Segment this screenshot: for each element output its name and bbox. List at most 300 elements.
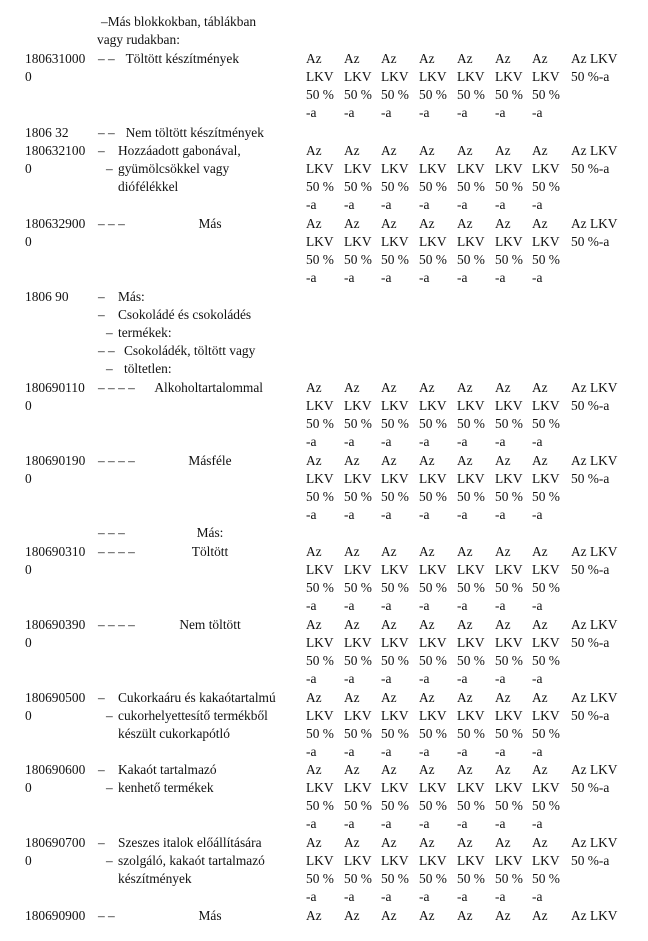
duty-cell: Az [495, 762, 511, 777]
duty-cell: 50 % [306, 87, 334, 103]
duty-cell: -a [344, 434, 355, 450]
duty-cell: -a [457, 598, 468, 614]
tariff-code: 180690700 [25, 835, 86, 850]
duty-cell: LKV [532, 69, 560, 85]
duty-cell: LKV [495, 635, 523, 651]
duty-cell: LKV [344, 398, 372, 414]
duty-cell: Az [419, 453, 435, 468]
tariff-code: 180632100 [25, 143, 86, 158]
tariff-code: 180690310 [25, 544, 86, 559]
tariff-code: 0 [25, 234, 32, 250]
duty-cell: LKV [306, 708, 334, 724]
duty-cell: 50 % [381, 580, 409, 596]
duty-cell: 50 % [495, 653, 523, 669]
goods-description: termékek: [118, 325, 172, 341]
duty-cell: LKV [419, 708, 447, 724]
duty-cell: LKV [419, 635, 447, 651]
duty-cell: -a [457, 816, 468, 832]
duty-cell: Az [419, 51, 435, 66]
duty-cell: Az [381, 544, 397, 559]
duty-cell-last: 50 %-a [571, 853, 610, 869]
duty-cell: Az [381, 453, 397, 468]
goods-description: kenhető termékek [118, 780, 214, 796]
duty-cell: Az [419, 143, 435, 158]
tariff-code: 180690600 [25, 762, 86, 777]
duty-cell: Az [419, 690, 435, 705]
duty-cell: LKV [457, 708, 485, 724]
duty-cell: -a [457, 744, 468, 760]
duty-cell: -a [306, 671, 317, 687]
indent-dashes: – [106, 325, 113, 341]
duty-cell: LKV [495, 398, 523, 414]
tariff-code: 1806 90 [25, 289, 69, 304]
goods-description: diófélékkel [118, 179, 179, 195]
duty-cell: LKV [495, 471, 523, 487]
duty-cell: LKV [532, 398, 560, 414]
duty-cell: LKV [532, 562, 560, 578]
duty-cell: Az [306, 216, 322, 231]
duty-cell: Az [457, 835, 473, 850]
indent-dashes: – [106, 780, 113, 796]
goods-description: töltetlen: [124, 361, 172, 377]
goods-description: Töltött [191, 544, 229, 559]
duty-cell: Az [532, 690, 548, 705]
duty-cell: -a [344, 507, 355, 523]
duty-cell: Az [344, 453, 360, 468]
goods-description: Más [198, 216, 222, 231]
duty-cell: Az [495, 835, 511, 850]
duty-cell: LKV [306, 471, 334, 487]
duty-cell: -a [344, 744, 355, 760]
duty-cell-last: Az LKV [571, 453, 618, 468]
duty-cell: LKV [381, 562, 409, 578]
tariff-code: 0 [25, 853, 32, 869]
duty-cell: LKV [457, 780, 485, 796]
duty-cell: -a [344, 889, 355, 905]
goods-description: Cukorkaáru és kakaótartalmú [118, 690, 276, 705]
duty-cell: Az [495, 544, 511, 559]
duty-cell: 50 % [532, 252, 560, 268]
duty-cell: Az [381, 143, 397, 158]
duty-cell: 50 % [419, 489, 447, 505]
duty-cell: LKV [457, 234, 485, 250]
duty-cell: -a [306, 270, 317, 286]
duty-cell: -a [344, 270, 355, 286]
duty-cell: Az [495, 51, 511, 66]
goods-description: Csokoládék, töltött vagy [124, 343, 256, 358]
duty-cell: 50 % [495, 489, 523, 505]
goods-description: készült cukorkapótló [118, 726, 230, 742]
duty-cell: Az [306, 544, 322, 559]
duty-cell: -a [344, 197, 355, 213]
goods-description: Más: [196, 525, 224, 540]
duty-cell: 50 % [532, 798, 560, 814]
duty-cell: -a [419, 744, 430, 760]
duty-cell: 50 % [495, 798, 523, 814]
duty-cell: -a [532, 507, 543, 523]
duty-cell: LKV [344, 635, 372, 651]
duty-cell: 50 % [532, 580, 560, 596]
duty-cell: Az [344, 690, 360, 705]
duty-cell: 50 % [457, 252, 485, 268]
duty-cell: Az [344, 544, 360, 559]
duty-cell: LKV [532, 471, 560, 487]
duty-cell: Az [495, 908, 511, 923]
duty-cell: -a [419, 105, 430, 121]
tariff-code: 0 [25, 398, 32, 414]
duty-cell: Az [457, 143, 473, 158]
duty-cell: Az [306, 453, 322, 468]
duty-cell-last: Az LKV [571, 835, 618, 850]
duty-cell: Az [457, 51, 473, 66]
duty-cell: 50 % [306, 179, 334, 195]
duty-cell: 50 % [381, 871, 409, 887]
duty-cell: -a [532, 197, 543, 213]
duty-cell: -a [419, 671, 430, 687]
duty-cell: Az [381, 216, 397, 231]
duty-cell: 50 % [306, 653, 334, 669]
duty-cell: Az [532, 544, 548, 559]
duty-cell-last: 50 %-a [571, 69, 610, 85]
indent-dashes: – [98, 762, 105, 777]
duty-cell: LKV [495, 708, 523, 724]
duty-cell: 50 % [381, 179, 409, 195]
duty-cell: -a [532, 434, 543, 450]
duty-cell: LKV [306, 234, 334, 250]
duty-cell: -a [457, 197, 468, 213]
duty-cell: LKV [495, 853, 523, 869]
duty-cell: Az [495, 617, 511, 632]
indent-dashes: – – – – [98, 544, 135, 559]
indent-dashes: – – [98, 343, 115, 358]
duty-cell: -a [495, 105, 506, 121]
duty-cell: Az [419, 380, 435, 395]
duty-cell: LKV [306, 161, 334, 177]
duty-cell: LKV [495, 69, 523, 85]
duty-cell: 50 % [495, 580, 523, 596]
duty-cell: 50 % [457, 580, 485, 596]
duty-cell: 50 % [457, 87, 485, 103]
duty-cell: -a [306, 744, 317, 760]
duty-cell: -a [344, 671, 355, 687]
duty-cell: Az [344, 380, 360, 395]
duty-cell: LKV [457, 562, 485, 578]
duty-cell: 50 % [419, 726, 447, 742]
duty-cell: -a [306, 507, 317, 523]
duty-cell: Az [306, 51, 322, 66]
tariff-code: 0 [25, 161, 32, 177]
duty-cell-last: 50 %-a [571, 708, 610, 724]
duty-cell: 50 % [344, 416, 372, 432]
duty-cell: Az [457, 216, 473, 231]
tariff-code: 0 [25, 780, 32, 796]
duty-cell: LKV [419, 780, 447, 796]
duty-cell: Az [532, 453, 548, 468]
duty-cell: LKV [419, 853, 447, 869]
duty-cell: -a [419, 197, 430, 213]
duty-cell: LKV [532, 853, 560, 869]
duty-cell: 50 % [344, 653, 372, 669]
duty-cell: Az [532, 762, 548, 777]
duty-cell: LKV [457, 161, 485, 177]
duty-cell-last: 50 %-a [571, 780, 610, 796]
duty-cell: LKV [457, 398, 485, 414]
duty-cell: LKV [306, 398, 334, 414]
tariff-code: 180690900 [25, 908, 86, 923]
duty-cell: 50 % [419, 87, 447, 103]
duty-cell: -a [495, 744, 506, 760]
duty-cell: 50 % [381, 87, 409, 103]
duty-cell-last: 50 %-a [571, 562, 610, 578]
duty-cell: -a [306, 197, 317, 213]
duty-cell: Az [306, 762, 322, 777]
duty-cell: 50 % [532, 653, 560, 669]
duty-cell: -a [381, 816, 392, 832]
duty-cell: Az [344, 143, 360, 158]
duty-cell: Az [381, 380, 397, 395]
indent-dashes: – [106, 161, 113, 177]
duty-cell: 50 % [381, 726, 409, 742]
duty-cell: 50 % [532, 726, 560, 742]
duty-cell: 50 % [381, 489, 409, 505]
duty-cell: Az [419, 544, 435, 559]
duty-cell: 50 % [344, 489, 372, 505]
duty-cell: Az [532, 380, 548, 395]
indent-dashes: – – – – [98, 453, 135, 468]
tariff-code: 0 [25, 708, 32, 724]
duty-cell: LKV [344, 471, 372, 487]
tariff-code: 0 [25, 635, 32, 651]
duty-cell: LKV [495, 234, 523, 250]
tariff-code: 180690190 [25, 453, 86, 468]
duty-cell: Az [532, 835, 548, 850]
goods-description: Hozzáadott gabonával, [118, 143, 241, 158]
duty-cell: Az [457, 453, 473, 468]
duty-cell: -a [495, 270, 506, 286]
duty-cell: LKV [381, 398, 409, 414]
duty-cell: Az [495, 453, 511, 468]
duty-cell: -a [306, 889, 317, 905]
duty-cell: -a [457, 507, 468, 523]
duty-cell-last: Az LKV [571, 690, 618, 705]
duty-cell: -a [457, 105, 468, 121]
duty-cell: 50 % [306, 580, 334, 596]
duty-cell: 50 % [457, 871, 485, 887]
duty-cell: -a [381, 434, 392, 450]
goods-description: készítmények [118, 871, 192, 887]
goods-description: Nem töltött [179, 617, 241, 632]
duty-cell: -a [381, 744, 392, 760]
duty-cell: Az [495, 690, 511, 705]
tariff-code: 0 [25, 471, 32, 487]
duty-cell: -a [344, 598, 355, 614]
goods-description: cukorhelyettesítő termékből [118, 708, 268, 724]
tariff-code: 180632900 [25, 216, 86, 231]
duty-cell: LKV [495, 562, 523, 578]
indent-dashes: – [106, 708, 113, 724]
duty-cell: -a [381, 598, 392, 614]
duty-cell: 50 % [306, 416, 334, 432]
duty-cell: LKV [457, 853, 485, 869]
duty-cell: -a [495, 671, 506, 687]
duty-cell: Az [457, 544, 473, 559]
duty-cell: 50 % [532, 416, 560, 432]
duty-cell: -a [457, 270, 468, 286]
duty-cell-last: Az LKV [571, 143, 618, 158]
tariff-code: 1806 32 [25, 125, 69, 140]
duty-cell: Az [306, 690, 322, 705]
duty-cell: 50 % [306, 726, 334, 742]
duty-cell: 50 % [457, 179, 485, 195]
duty-cell: -a [457, 671, 468, 687]
duty-cell: -a [495, 197, 506, 213]
duty-cell: -a [532, 816, 543, 832]
duty-cell: LKV [306, 853, 334, 869]
duty-cell: LKV [419, 398, 447, 414]
duty-cell-last: Az LKV [571, 762, 618, 777]
duty-cell: LKV [419, 562, 447, 578]
duty-cell: Az [344, 762, 360, 777]
goods-description: Másféle [188, 453, 232, 468]
duty-cell: Az [306, 835, 322, 850]
duty-cell: -a [306, 434, 317, 450]
duty-cell: Az [381, 835, 397, 850]
duty-cell: Az [495, 216, 511, 231]
duty-cell: -a [495, 434, 506, 450]
duty-cell: LKV [495, 161, 523, 177]
duty-cell-last: 50 %-a [571, 635, 610, 651]
duty-cell: LKV [306, 635, 334, 651]
duty-cell: -a [381, 889, 392, 905]
duty-cell: -a [532, 598, 543, 614]
goods-description: Más: [118, 289, 145, 304]
duty-cell: -a [344, 105, 355, 121]
duty-cell: LKV [419, 234, 447, 250]
duty-cell: -a [495, 816, 506, 832]
duty-cell: 50 % [344, 871, 372, 887]
duty-cell: 50 % [344, 726, 372, 742]
tariff-code: 0 [25, 562, 32, 578]
indent-dashes: – [98, 835, 105, 850]
duty-cell: 50 % [306, 798, 334, 814]
duty-cell: LKV [381, 161, 409, 177]
duty-cell: -a [457, 889, 468, 905]
duty-cell: -a [419, 598, 430, 614]
duty-cell: LKV [381, 234, 409, 250]
duty-cell: LKV [381, 780, 409, 796]
duty-cell: 50 % [532, 871, 560, 887]
duty-cell: 50 % [457, 726, 485, 742]
duty-cell: LKV [419, 161, 447, 177]
duty-cell: LKV [457, 471, 485, 487]
tariff-code: 0 [25, 69, 32, 85]
duty-cell: Az [344, 617, 360, 632]
duty-cell-last: Az LKV [571, 216, 618, 231]
duty-cell: LKV [344, 708, 372, 724]
indent-dashes: – [106, 361, 113, 377]
duty-cell: 50 % [419, 252, 447, 268]
duty-cell: -a [381, 197, 392, 213]
duty-cell: Az [419, 762, 435, 777]
duty-cell: Az [344, 51, 360, 66]
duty-cell: Az [532, 51, 548, 66]
duty-cell: -a [306, 816, 317, 832]
duty-cell: Az [344, 908, 360, 923]
indent-dashes: – [98, 690, 105, 705]
duty-cell: -a [381, 507, 392, 523]
duty-cell: LKV [381, 471, 409, 487]
indent-dashes: – – [98, 908, 115, 923]
duty-cell: LKV [457, 635, 485, 651]
indent-dashes: – – – [98, 216, 125, 231]
goods-description: szolgáló, kakaót tartalmazó [118, 853, 265, 869]
duty-cell-last: 50 %-a [571, 161, 610, 177]
goods-description: Más [198, 908, 222, 923]
duty-cell: LKV [532, 161, 560, 177]
goods-description: Szeszes italok előállítására [118, 835, 262, 850]
indent-dashes: – [98, 143, 105, 158]
duty-cell: 50 % [419, 653, 447, 669]
duty-cell: -a [419, 507, 430, 523]
goods-description: Csokoládé és csokoládés [118, 307, 252, 322]
duty-cell: Az [306, 143, 322, 158]
duty-cell: Az [532, 617, 548, 632]
duty-cell: 50 % [532, 179, 560, 195]
duty-cell: -a [457, 434, 468, 450]
duty-cell: 50 % [419, 580, 447, 596]
duty-cell: LKV [344, 69, 372, 85]
duty-cell: LKV [532, 780, 560, 796]
goods-description: gyümölcsökkel vagy [118, 161, 230, 177]
duty-cell: 50 % [344, 580, 372, 596]
duty-cell: Az [381, 690, 397, 705]
duty-cell-last: Az LKV [571, 617, 618, 632]
duty-cell: Az [381, 617, 397, 632]
goods-description: Alkoholtartalommal [154, 380, 263, 395]
duty-cell: 50 % [457, 489, 485, 505]
duty-cell: -a [344, 816, 355, 832]
duty-cell: -a [532, 105, 543, 121]
duty-cell: 50 % [344, 87, 372, 103]
duty-cell: 50 % [495, 416, 523, 432]
duty-cell-last: 50 %-a [571, 234, 610, 250]
tariff-code: 180690500 [25, 690, 86, 705]
tariff-code: 180690390 [25, 617, 86, 632]
duty-cell: Az [381, 762, 397, 777]
duty-cell: 50 % [495, 87, 523, 103]
duty-cell: LKV [306, 780, 334, 796]
duty-cell: 50 % [344, 252, 372, 268]
duty-cell: 50 % [306, 252, 334, 268]
indent-dashes: – – – [98, 525, 125, 540]
duty-cell: Az [532, 216, 548, 231]
duty-cell: -a [495, 507, 506, 523]
duty-cell: LKV [344, 234, 372, 250]
duty-cell: 50 % [381, 798, 409, 814]
duty-cell: 50 % [344, 798, 372, 814]
duty-cell: Az [457, 908, 473, 923]
goods-description: Töltött készítmények [125, 51, 240, 66]
duty-cell: LKV [344, 853, 372, 869]
duty-cell: -a [419, 270, 430, 286]
indent-dashes: – – – – [98, 617, 135, 632]
goods-description: Nem töltött készítmények [125, 125, 264, 140]
indent-dashes: – – – – [98, 380, 135, 395]
duty-cell: Az [381, 908, 397, 923]
duty-cell: 50 % [419, 798, 447, 814]
duty-cell: -a [532, 671, 543, 687]
duty-cell: -a [532, 889, 543, 905]
